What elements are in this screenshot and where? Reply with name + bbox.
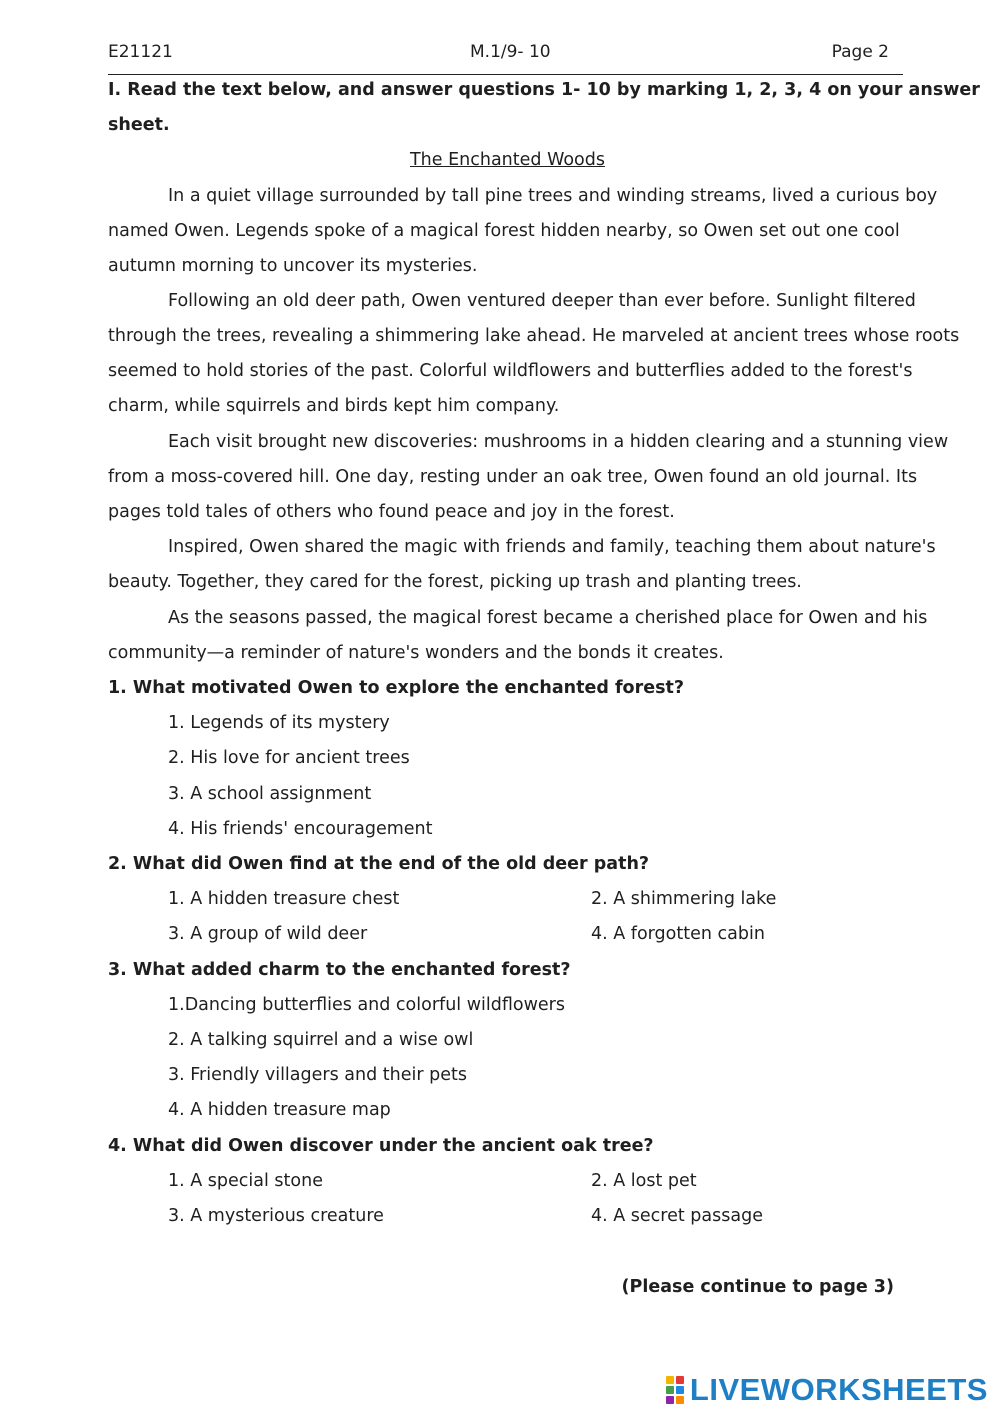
question-1: 1. What motivated Owen to explore the enchanted forest? — [108, 678, 685, 698]
exam-code: E21121 — [108, 42, 173, 62]
instructions-line-1: I. Read the text below, and answer questions 1- 10 by marking 1, 2, 3, 4 on your answer — [108, 80, 980, 100]
q4-option-3: 3. A mysterious creature — [168, 1206, 384, 1226]
q2-option-2: 2. A shimmering lake — [591, 889, 777, 909]
question-2: 2. What did Owen find at the end of the old deer path? — [108, 854, 650, 874]
q2-option-3: 3. A group of wild deer — [168, 924, 368, 944]
q1-option-3: 3. A school assignment — [168, 784, 372, 804]
brand-name: LIVEWORKSHEETS — [689, 1372, 988, 1407]
q3-option-2: 2. A talking squirrel and a wise owl — [168, 1030, 474, 1050]
story-line: through the trees, revealing a shimmering lake ahead. He marveled at ancient trees whose roots — [108, 326, 960, 346]
q3-option-3: 3. Friendly villagers and their pets — [168, 1065, 467, 1085]
q4-option-1: 1. A special stone — [168, 1171, 323, 1191]
story-line: seemed to hold stories of the past. Colorful wildflowers and butterflies added to the forest's — [108, 361, 913, 381]
story-line: Each visit brought new discoveries: mushrooms in a hidden clearing and a stunning view — [168, 432, 949, 452]
story-line: Following an old deer path, Owen ventured deeper than ever before. Sunlight filtered — [168, 291, 916, 311]
q1-option-1: 1. Legends of its mystery — [168, 713, 390, 733]
story-line: community—a reminder of nature's wonders and the bonds it creates. — [108, 643, 724, 663]
q2-option-1: 1. A hidden treasure chest — [168, 889, 400, 909]
story-line: pages told tales of others who found peace and joy in the forest. — [108, 502, 675, 522]
q3-option-1: 1.Dancing butterflies and colorful wildflowers — [168, 995, 565, 1015]
story-line: As the seasons passed, the magical forest became a cherished place for Owen and his — [168, 608, 928, 628]
q3-option-4: 4. A hidden treasure map — [168, 1100, 391, 1120]
q1-option-2: 2. His love for ancient trees — [168, 748, 410, 768]
page-number: Page 2 — [831, 42, 889, 62]
story-title: The Enchanted Woods — [409, 150, 605, 170]
liveworksheets-logo — [666, 1372, 988, 1408]
story-line: named Owen. Legends spoke of a magical forest hidden nearby, so Owen set out one cool — [108, 221, 900, 241]
grade-level: M.1/9- 10 — [470, 42, 551, 62]
page-header — [108, 38, 903, 75]
story-line: autumn morning to uncover its mysteries. — [108, 256, 478, 276]
story-line: charm, while squirrels and birds kept him company. — [108, 396, 560, 416]
story-line: In a quiet village surrounded by tall pine trees and winding streams, lived a curious boy — [168, 186, 938, 206]
story-line: beauty. Together, they cared for the forest, picking up trash and planting trees. — [108, 572, 802, 592]
q2-option-4: 4. A forgotten cabin — [591, 924, 765, 944]
q4-option-2: 2. A lost pet — [591, 1171, 697, 1191]
question-3: 3. What added charm to the enchanted forest? — [108, 960, 571, 980]
liveworksheets-mark-icon — [666, 1376, 684, 1404]
q4-option-4: 4. A secret passage — [591, 1206, 763, 1226]
story-line: Inspired, Owen shared the magic with friends and family, teaching them about nature's — [168, 537, 936, 557]
question-4: 4. What did Owen discover under the ancient oak tree? — [108, 1136, 654, 1156]
story-line: from a moss-covered hill. One day, resting under an oak tree, Owen found an old journal. Its — [108, 467, 918, 487]
instructions-line-2: sheet. — [108, 115, 170, 135]
q1-option-4: 4. His friends' encouragement — [168, 819, 433, 839]
continue-note: (Please continue to page 3) — [621, 1277, 894, 1297]
